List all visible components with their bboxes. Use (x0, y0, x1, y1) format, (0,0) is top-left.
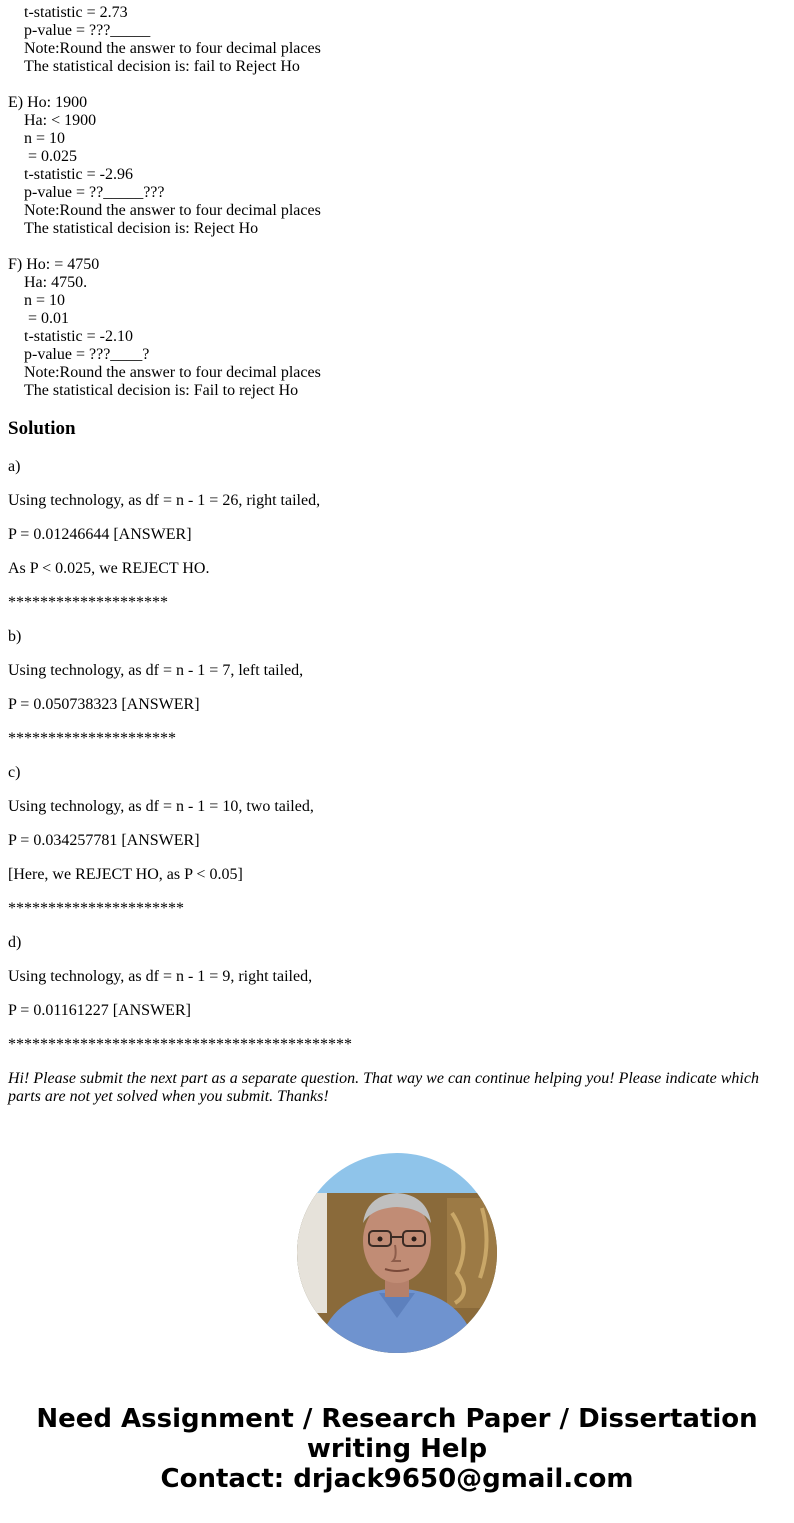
separator-stars: ******************** (8, 594, 168, 611)
d-note: Note:Round the answer to four decimal places (24, 40, 321, 57)
d-p-value: p-value = ???_____ (24, 22, 151, 39)
solution-paragraph: P = 0.050738323 [ANSWER] (8, 696, 200, 713)
e-note: Note:Round the answer to four decimal places (24, 202, 321, 219)
solution-paragraph: Using technology, as df = n - 1 = 9, right tailed, (8, 968, 313, 985)
separator-stars: ******************************************* (8, 1036, 352, 1053)
closing-note: Hi! Please submit the next part as a separate question. That way we can continue helping you! Please indicate which parts are not yet solved when you submit. Thanks! (8, 1070, 759, 1105)
d-t-statistic: t-statistic = 2.73 (24, 4, 128, 21)
e-ha: Ha: < 1900 (24, 112, 97, 129)
f-t-statistic: t-statistic = -2.10 (24, 328, 134, 345)
solution-paragraph: P = 0.01246644 [ANSWER] (8, 526, 192, 543)
portrait-photo (297, 1153, 497, 1353)
f-ho: F) Ho: = 4750 (8, 256, 100, 273)
e-alpha: = 0.025 (28, 148, 78, 165)
solution-paragraph: Using technology, as df = n - 1 = 10, two tailed, (8, 798, 314, 815)
solution-paragraph: P = 0.01161227 [ANSWER] (8, 1002, 191, 1019)
f-n: n = 10 (24, 292, 66, 309)
f-ha: Ha: 4750. (24, 274, 88, 291)
solution-paragraph: d) (8, 934, 22, 951)
separator-stars: ********************** (8, 900, 184, 917)
solution-paragraph: As P < 0.025, we REJECT HO. (8, 560, 210, 577)
e-decision: The statistical decision is: Reject Ho (24, 220, 259, 237)
e-ho: E) Ho: 1900 (8, 94, 88, 111)
f-decision: The statistical decision is: Fail to reject Ho (24, 382, 299, 399)
solution-paragraph: c) (8, 764, 21, 781)
solution-heading: Solution (8, 418, 76, 439)
f-alpha: = 0.01 (28, 310, 70, 327)
promo-line-2: writing Help (306, 1434, 488, 1464)
solution-body (8, 458, 786, 1122)
avatar (297, 1153, 497, 1353)
solution-paragraph: [Here, we REJECT HO, as P < 0.05] (8, 866, 243, 883)
f-p-value: p-value = ???____? (24, 346, 150, 363)
d-decision: The statistical decision is: fail to Reject Ho (24, 58, 300, 75)
solution-paragraph: b) (8, 628, 22, 645)
solution-paragraph: P = 0.034257781 [ANSWER] (8, 832, 200, 849)
promo-contact: Contact: drjack9650@gmail.com (160, 1464, 634, 1494)
f-note: Note:Round the answer to four decimal places (24, 364, 321, 381)
promo-banner (0, 1404, 794, 1494)
solution-paragraph: a) (8, 458, 21, 475)
separator-stars: ********************* (8, 730, 176, 747)
e-p-value: p-value = ??_____??? (24, 184, 165, 201)
e-n: n = 10 (24, 130, 66, 147)
e-t-statistic: t-statistic = -2.96 (24, 166, 134, 183)
solution-paragraph: Using technology, as df = n - 1 = 7, left tailed, (8, 662, 304, 679)
question-continuation (8, 0, 321, 400)
promo-line-1: Need Assignment / Research Paper / Dissertation (36, 1404, 758, 1434)
solution-paragraph: Using technology, as df = n - 1 = 26, right tailed, (8, 492, 321, 509)
